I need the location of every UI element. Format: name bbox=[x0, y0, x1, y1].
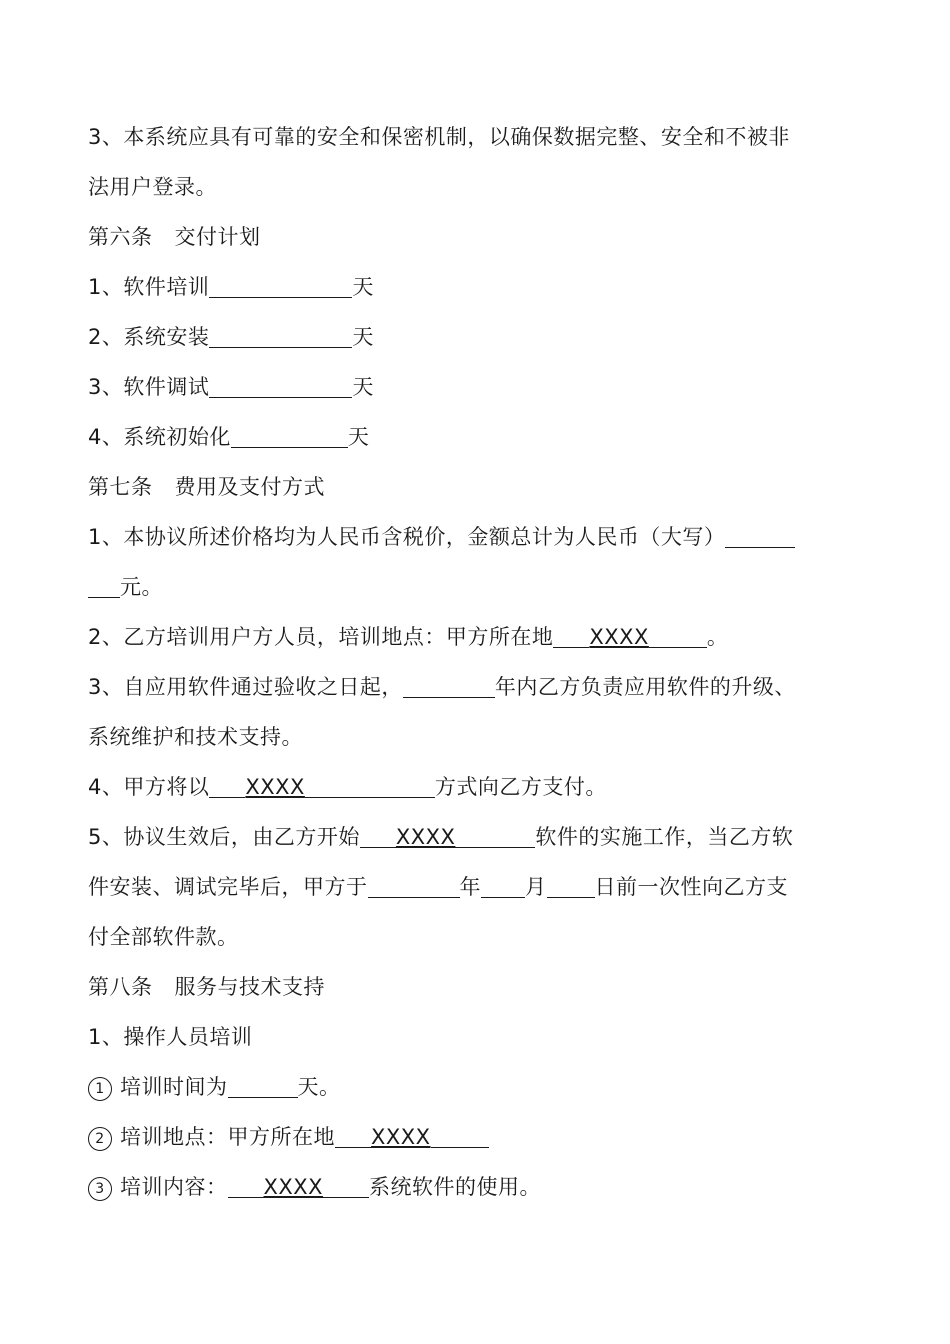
day-unit: 天 bbox=[347, 425, 370, 449]
text-segment: 年内乙方负责应用软件的升级、 bbox=[494, 675, 796, 699]
fill-blank[interactable] bbox=[553, 625, 589, 648]
article-number: 第八条 bbox=[88, 975, 153, 999]
payment-clause-5 bbox=[88, 812, 866, 862]
delivery-item-label: 1、软件培训 bbox=[88, 275, 210, 299]
training-item bbox=[88, 1112, 866, 1162]
article-heading-6 bbox=[88, 212, 866, 262]
delivery-item bbox=[88, 362, 866, 412]
text-segment: 元。 bbox=[120, 575, 163, 599]
text-segment: 件安装、调试完毕后，甲方于 bbox=[88, 875, 368, 899]
text-segment: 系统维护和技术支持。 bbox=[88, 725, 303, 749]
payment-clause-5-end bbox=[88, 912, 866, 962]
text-segment: 付全部软件款。 bbox=[88, 925, 239, 949]
circled-number: 2 bbox=[88, 1127, 112, 1151]
article-heading-8 bbox=[88, 962, 866, 1012]
text-segment: 月 bbox=[525, 875, 547, 899]
filled-value: XXXX bbox=[395, 825, 456, 849]
text-security-clause: 3、本系统应具有可靠的安全和保密机制，以确保数据完整、安全和不被非 bbox=[88, 125, 790, 149]
fill-blank[interactable] bbox=[481, 875, 525, 898]
fill-blank[interactable] bbox=[209, 375, 352, 398]
fill-blank[interactable] bbox=[209, 275, 352, 298]
delivery-item bbox=[88, 262, 866, 312]
filled-value: XXXX bbox=[263, 1175, 324, 1199]
fill-blank[interactable] bbox=[228, 1075, 298, 1098]
fill-blank[interactable] bbox=[88, 575, 120, 598]
day-unit: 天 bbox=[352, 375, 374, 399]
text-segment: 3、自应用软件通过验收之日起， bbox=[88, 675, 403, 699]
training-item bbox=[88, 1062, 866, 1112]
fill-blank[interactable] bbox=[547, 875, 595, 898]
text-segment: 2、乙方培训用户方人员，培训地点：甲方所在地 bbox=[88, 625, 554, 649]
fill-blank[interactable] bbox=[725, 525, 795, 548]
text-segment: 1、本协议所述价格均为人民币含税价，金额总计为人民币（大写） bbox=[88, 525, 726, 549]
fill-blank[interactable] bbox=[228, 1175, 264, 1198]
delivery-item-label: 4、系统初始化 bbox=[88, 425, 231, 449]
payment-clause-3-cont bbox=[88, 712, 866, 762]
circled-number: 3 bbox=[88, 1177, 112, 1201]
fill-blank[interactable] bbox=[431, 1125, 489, 1148]
delivery-item bbox=[88, 412, 866, 462]
training-item bbox=[88, 1162, 866, 1212]
text-segment: 年 bbox=[459, 875, 481, 899]
fill-blank[interactable] bbox=[403, 675, 495, 698]
filled-value: XXXX bbox=[245, 775, 305, 799]
text-segment: 。 bbox=[706, 625, 729, 649]
fill-blank[interactable] bbox=[360, 825, 396, 848]
delivery-item-label: 2、系统安装 bbox=[88, 325, 210, 349]
text-segment: 天。 bbox=[297, 1075, 341, 1099]
text-segment: 培训内容： bbox=[120, 1175, 228, 1199]
article-title: 服务与技术支持 bbox=[174, 975, 325, 999]
filled-value: XXXX bbox=[589, 625, 649, 649]
article-heading-7 bbox=[88, 462, 866, 512]
day-unit: 天 bbox=[352, 275, 374, 299]
document-body bbox=[88, 112, 866, 1212]
filled-value: XXXX bbox=[371, 1125, 431, 1149]
payment-clause-4 bbox=[88, 762, 866, 812]
fill-blank[interactable] bbox=[368, 875, 460, 898]
fill-blank[interactable] bbox=[455, 825, 535, 848]
text-segment: 5、协议生效后，由乙方开始 bbox=[88, 825, 360, 849]
text-security-clause-end: 法用户登录。 bbox=[88, 175, 217, 199]
article-title: 交付计划 bbox=[174, 225, 261, 249]
article-title: 费用及支付方式 bbox=[174, 475, 325, 499]
fill-blank[interactable] bbox=[335, 1125, 371, 1148]
delivery-item bbox=[88, 312, 866, 362]
paragraph-line bbox=[88, 112, 866, 162]
payment-clause-2 bbox=[88, 612, 866, 662]
fill-blank[interactable] bbox=[323, 1175, 369, 1198]
payment-clause-1-cont bbox=[88, 562, 866, 612]
fill-blank[interactable] bbox=[231, 425, 348, 448]
text-segment: 系统软件的使用。 bbox=[369, 1175, 542, 1199]
text-segment: 4、甲方将以 bbox=[88, 775, 210, 799]
delivery-item-label: 3、软件调试 bbox=[88, 375, 210, 399]
text-segment: 培训时间为 bbox=[120, 1075, 228, 1099]
fill-blank[interactable] bbox=[209, 775, 245, 798]
text-segment: 培训地点：甲方所在地 bbox=[120, 1125, 335, 1149]
service-item-1 bbox=[88, 1012, 866, 1062]
fill-blank[interactable] bbox=[305, 775, 435, 798]
text-segment: 软件的实施工作，当乙方软 bbox=[535, 825, 794, 849]
fill-blank[interactable] bbox=[209, 325, 352, 348]
article-number: 第七条 bbox=[88, 475, 153, 499]
paragraph-line bbox=[88, 162, 866, 212]
day-unit: 天 bbox=[352, 325, 374, 349]
fill-blank[interactable] bbox=[649, 625, 707, 648]
article-number: 第六条 bbox=[88, 225, 153, 249]
payment-clause-5-cont bbox=[88, 862, 866, 912]
circled-number: 1 bbox=[88, 1077, 112, 1101]
text-segment: 日前一次性向乙方支 bbox=[594, 875, 788, 899]
text-segment: 1、操作人员培训 bbox=[88, 1025, 253, 1049]
payment-clause-1 bbox=[88, 512, 866, 562]
payment-clause-3 bbox=[88, 662, 866, 712]
text-segment: 方式向乙方支付。 bbox=[434, 775, 607, 799]
